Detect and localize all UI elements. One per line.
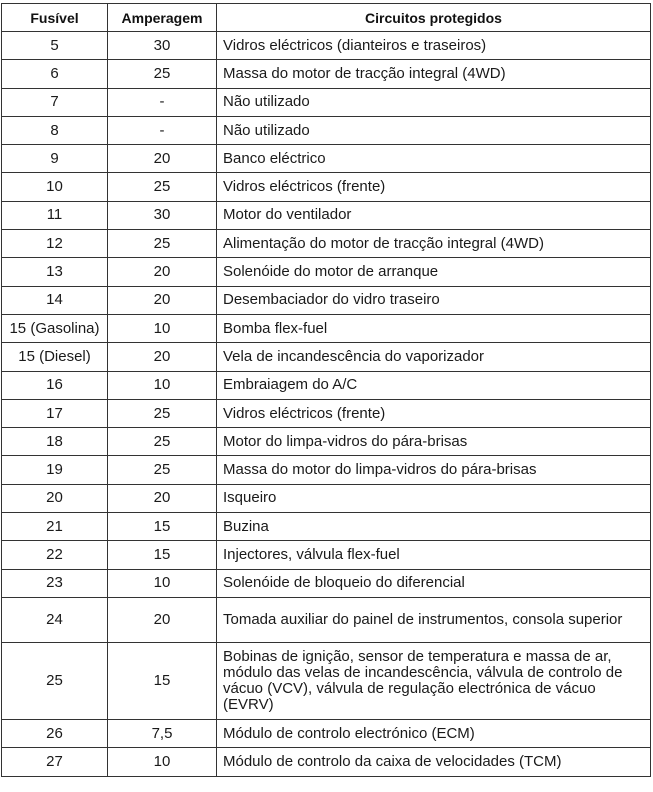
cell-amperage: 20 (108, 484, 217, 512)
cell-fuse: 10 (2, 173, 108, 201)
table-row (2, 513, 651, 541)
cell-amperage: 10 (108, 748, 217, 776)
cell-fuse: 25 (2, 642, 108, 719)
cell-circuits: Buzina (217, 513, 651, 541)
table-row (2, 314, 651, 342)
cell-circuits: Massa do motor do limpa-vidros do pára-brisas (217, 456, 651, 484)
cell-circuits: Não utilizado (217, 116, 651, 144)
cell-fuse: 15 (Diesel) (2, 343, 108, 371)
table-row (2, 173, 651, 201)
cell-amperage: 25 (108, 60, 217, 88)
cell-circuits: Bomba flex-fuel (217, 314, 651, 342)
table-row (2, 230, 651, 258)
cell-amperage: - (108, 88, 217, 116)
cell-fuse: 16 (2, 371, 108, 399)
table-row (2, 597, 651, 642)
cell-circuits: Isqueiro (217, 484, 651, 512)
cell-circuits: Vidros eléctricos (dianteiros e traseiros) (217, 32, 651, 60)
table-row (2, 428, 651, 456)
cell-fuse: 9 (2, 145, 108, 173)
cell-fuse: 20 (2, 484, 108, 512)
cell-amperage: 10 (108, 314, 217, 342)
cell-amperage: 7,5 (108, 719, 217, 747)
table-row (2, 484, 651, 512)
table-row (2, 286, 651, 314)
cell-fuse: 19 (2, 456, 108, 484)
table-row (2, 748, 651, 776)
cell-circuits: Módulo de controlo da caixa de velocidades (TCM) (217, 748, 651, 776)
table-row (2, 371, 651, 399)
table-row (2, 32, 651, 60)
cell-circuits: Não utilizado (217, 88, 651, 116)
table-row (2, 116, 651, 144)
cell-fuse: 15 (Gasolina) (2, 314, 108, 342)
cell-amperage: 25 (108, 428, 217, 456)
cell-amperage: 25 (108, 230, 217, 258)
cell-circuits: Desembaciador do vidro traseiro (217, 286, 651, 314)
table-row (2, 719, 651, 747)
cell-amperage: 15 (108, 642, 217, 719)
cell-circuits: Embraiagem do A/C (217, 371, 651, 399)
cell-fuse: 8 (2, 116, 108, 144)
cell-circuits: Solenóide de bloqueio do diferencial (217, 569, 651, 597)
cell-fuse: 12 (2, 230, 108, 258)
cell-circuits: Motor do limpa-vidros do pára-brisas (217, 428, 651, 456)
table-row (2, 88, 651, 116)
cell-circuits: Injectores, válvula flex-fuel (217, 541, 651, 569)
cell-circuits: Tomada auxiliar do painel de instrumentos, consola superior (217, 597, 651, 642)
cell-circuits: Bobinas de ignição, sensor de temperatura e massa de ar, módulo das velas de incandescência, válvula de controlo de vácuo (VCV), válvula de regulação electrónica de vácuo (EVRV) (217, 642, 651, 719)
cell-amperage: - (108, 116, 217, 144)
header-amperage: Amperagem (108, 4, 217, 32)
cell-fuse: 7 (2, 88, 108, 116)
table-row (2, 343, 651, 371)
cell-fuse: 22 (2, 541, 108, 569)
cell-amperage: 10 (108, 371, 217, 399)
cell-circuits: Motor do ventilador (217, 201, 651, 229)
cell-circuits: Banco eléctrico (217, 145, 651, 173)
table-row (2, 642, 651, 719)
cell-fuse: 6 (2, 60, 108, 88)
cell-fuse: 26 (2, 719, 108, 747)
cell-amperage: 20 (108, 145, 217, 173)
cell-fuse: 23 (2, 569, 108, 597)
cell-amperage: 20 (108, 597, 217, 642)
cell-fuse: 27 (2, 748, 108, 776)
table-row (2, 60, 651, 88)
cell-circuits: Vidros eléctricos (frente) (217, 173, 651, 201)
cell-fuse: 5 (2, 32, 108, 60)
cell-amperage: 25 (108, 399, 217, 427)
cell-fuse: 14 (2, 286, 108, 314)
table-row (2, 456, 651, 484)
table-header-row (2, 4, 651, 32)
cell-fuse: 18 (2, 428, 108, 456)
cell-amperage: 15 (108, 513, 217, 541)
header-circuits: Circuitos protegidos (217, 4, 651, 32)
table-row (2, 258, 651, 286)
cell-amperage: 20 (108, 343, 217, 371)
fuse-table (1, 3, 651, 777)
table-row (2, 145, 651, 173)
cell-amperage: 25 (108, 173, 217, 201)
cell-fuse: 11 (2, 201, 108, 229)
cell-circuits: Vela de incandescência do vaporizador (217, 343, 651, 371)
table-row (2, 399, 651, 427)
cell-circuits: Alimentação do motor de tracção integral (4WD) (217, 230, 651, 258)
cell-amperage: 15 (108, 541, 217, 569)
cell-circuits: Vidros eléctricos (frente) (217, 399, 651, 427)
cell-fuse: 21 (2, 513, 108, 541)
table-row (2, 541, 651, 569)
table-row (2, 201, 651, 229)
cell-fuse: 24 (2, 597, 108, 642)
table-body (2, 32, 651, 777)
cell-amperage: 30 (108, 32, 217, 60)
cell-circuits: Módulo de controlo electrónico (ECM) (217, 719, 651, 747)
cell-amperage: 20 (108, 258, 217, 286)
cell-fuse: 17 (2, 399, 108, 427)
cell-amperage: 10 (108, 569, 217, 597)
table-row (2, 569, 651, 597)
cell-circuits: Solenóide do motor de arranque (217, 258, 651, 286)
cell-amperage: 30 (108, 201, 217, 229)
cell-amperage: 25 (108, 456, 217, 484)
cell-fuse: 13 (2, 258, 108, 286)
cell-amperage: 20 (108, 286, 217, 314)
cell-circuits: Massa do motor de tracção integral (4WD) (217, 60, 651, 88)
header-fuse: Fusível (2, 4, 108, 32)
